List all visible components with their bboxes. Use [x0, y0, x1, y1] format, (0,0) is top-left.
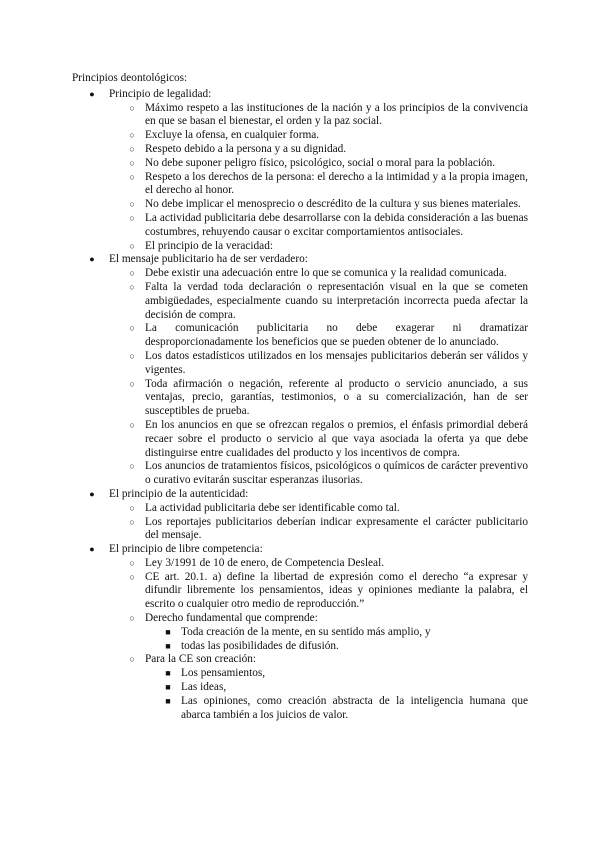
section-heading: El mensaje publicitario ha de ser verdadero:: [109, 253, 308, 266]
list-item-text: Respeto a los derechos de la persona: el derecho a la intimidad y a la propia imagen, el derecho al honor.: [145, 170, 528, 197]
list-item-text: La comunicación publicitaria no debe exagerar ni dramatizar desproporcionadamente los beneficios que se pueden obtener de lo anunciado.: [145, 322, 528, 349]
sub-list: [109, 502, 528, 543]
sub-list: [109, 102, 528, 254]
list-item-text: La actividad publicitaria debe desarrollarse con la debida consideración a las buenas costumbres, rehuyendo causar o excitar comportamientos antisociales.: [145, 211, 528, 238]
list-item-text: Respeto debido a la persona y a su dignidad.: [145, 142, 347, 155]
nested-item-text: todas las posibilidades de difusión.: [181, 639, 339, 652]
list-item-text: Los anuncios de tratamientos físicos, psicológicos o químicos de carácter preventivo o curativo evitarán suscitar esperanzas ilusorias.: [145, 460, 528, 487]
section-heading: Principio de legalidad:: [109, 87, 212, 100]
bullet-marker: ○: [129, 323, 135, 334]
list-item: [109, 171, 528, 199]
section-item: [72, 543, 528, 722]
bullet-marker: ○: [129, 268, 135, 279]
list-item: [109, 571, 528, 612]
document: [72, 72, 528, 722]
bullet-marker: ○: [129, 350, 135, 361]
sub-list: [109, 557, 528, 723]
bullet-marker: ○: [129, 502, 135, 513]
bullet-marker: ●: [89, 254, 95, 265]
list-item-text: Falta la verdad toda declaración o representación visual en la que se cometen ambigüedades, especialmente cuando su interpretación incorrecta pueda afectar la decisión de compra.: [145, 280, 528, 321]
list-item-text: Debe existir una adecuación entre lo que se comunica y la realidad comunicada.: [145, 267, 507, 280]
list-item: [109, 198, 528, 212]
list-item-text: En los anuncios en que se ofrezcan regalos o premios, el énfasis primordial deberá recaer sobre el producto o servicio al que vaya asociada la oferta ya que debe distinguirse entre cualidades del producto y los incentivos de compra.: [145, 418, 528, 459]
list-item: [109, 502, 528, 516]
bullet-marker: ■: [165, 668, 171, 679]
nested-item-text: Las opiniones, como creación abstracta de la inteligencia humana que abarca también a los juicios de valor.: [181, 694, 528, 721]
list-item: [109, 378, 528, 419]
document-title: Principios deontológicos:: [72, 72, 188, 84]
bullet-marker: ○: [129, 654, 135, 665]
bullet-marker: ○: [129, 130, 135, 141]
bullet-marker: ○: [129, 143, 135, 154]
bullet-marker: ○: [129, 240, 135, 251]
nested-item-text: Los pensamientos,: [181, 667, 266, 680]
bullet-marker: ●: [89, 88, 95, 99]
list-item-text: Máximo respeto a las instituciones de la nación y a los principios de la convivencia en que se basan el bienestar, el orden y la paz social.: [145, 101, 528, 128]
list-item-text: El principio de la veracidad:: [145, 239, 273, 252]
list-item: [109, 240, 528, 254]
list-item: [109, 557, 528, 571]
bullet-marker: ○: [129, 212, 135, 223]
list-item: [109, 419, 528, 460]
bullet-marker: ■: [165, 695, 171, 706]
list-item-text: Los datos estadísticos utilizados en los mensajes publicitarios deberán ser válidos y vigentes.: [145, 349, 528, 376]
section-heading: El principio de libre competencia:: [109, 543, 263, 556]
section-item: [72, 488, 528, 543]
bullet-marker: ○: [129, 516, 135, 527]
nested-item-text: Toda creación de la mente, en su sentido más amplio, y: [181, 625, 431, 638]
nested-list: [145, 667, 528, 722]
nested-item: [145, 640, 528, 654]
nested-item: [145, 626, 528, 640]
bullet-marker: ○: [129, 613, 135, 624]
list-item-text: La actividad publicitaria debe ser identificable como tal.: [145, 501, 400, 514]
list-item: [109, 460, 528, 488]
bullet-marker: ○: [129, 461, 135, 472]
list-item-text: Excluye la ofensa, en cualquier forma.: [145, 129, 320, 142]
section-item: [72, 88, 528, 254]
bullet-marker: ○: [129, 199, 135, 210]
nested-item-text: Las ideas,: [181, 681, 227, 694]
list-item: [109, 612, 528, 653]
list-item: [109, 157, 528, 171]
list-item-text: Toda afirmación o negación, referente al producto o servicio anunciado, a sus ventajas, precio, garantías, testimonios, o a su comercialización, han de ser susceptibles de prueba.: [145, 377, 528, 418]
list-item: [109, 281, 528, 322]
list-item: [109, 653, 528, 722]
bullet-marker: ●: [89, 488, 95, 499]
principles-list: [72, 88, 528, 723]
bullet-marker: ○: [129, 419, 135, 430]
bullet-marker: ○: [129, 102, 135, 113]
nested-item: [145, 667, 528, 681]
list-item-text: Derecho fundamental que comprende:: [145, 612, 318, 625]
bullet-marker: ●: [89, 544, 95, 555]
list-item: [109, 212, 528, 240]
bullet-marker: ○: [129, 378, 135, 389]
bullet-marker: ○: [129, 157, 135, 168]
list-item-text: Para la CE son creación:: [145, 653, 257, 666]
list-item: [109, 267, 528, 281]
bullet-marker: ○: [129, 557, 135, 568]
list-item-text: No debe implicar el menosprecio o descrédito de la cultura y sus bienes materiales.: [145, 198, 521, 211]
bullet-marker: ○: [129, 281, 135, 292]
list-item: [109, 143, 528, 157]
list-item: [109, 102, 528, 130]
list-item: [109, 516, 528, 544]
nested-item: [145, 695, 528, 723]
list-item: [109, 129, 528, 143]
section-item: [72, 253, 528, 488]
section-heading: El principio de la autenticidad:: [109, 487, 249, 500]
list-item-text: CE art. 20.1. a) define la libertad de expresión como el derecho “a expresar y difundir libremente los pensamientos, ideas y opiniones mediante la palabra, el escrito o cualquier otro medio de reproducción.”: [145, 570, 528, 611]
nested-item: [145, 681, 528, 695]
bullet-marker: ○: [129, 571, 135, 582]
list-item-text: No debe suponer peligro físico, psicológico, social o moral para la población.: [145, 156, 496, 169]
list-item-text: Ley 3/1991 de 10 de enero, de Competencia Desleal.: [145, 556, 385, 569]
list-item-text: Los reportajes publicitarios deberían indicar expresamente el carácter publicitario del mensaje.: [145, 515, 528, 542]
bullet-marker: ■: [165, 640, 171, 651]
list-item: [109, 350, 528, 378]
bullet-marker: ■: [165, 626, 171, 637]
list-item: [109, 322, 528, 350]
sub-list: [109, 267, 528, 488]
bullet-marker: ■: [165, 682, 171, 693]
nested-list: [145, 626, 528, 654]
bullet-marker: ○: [129, 171, 135, 182]
